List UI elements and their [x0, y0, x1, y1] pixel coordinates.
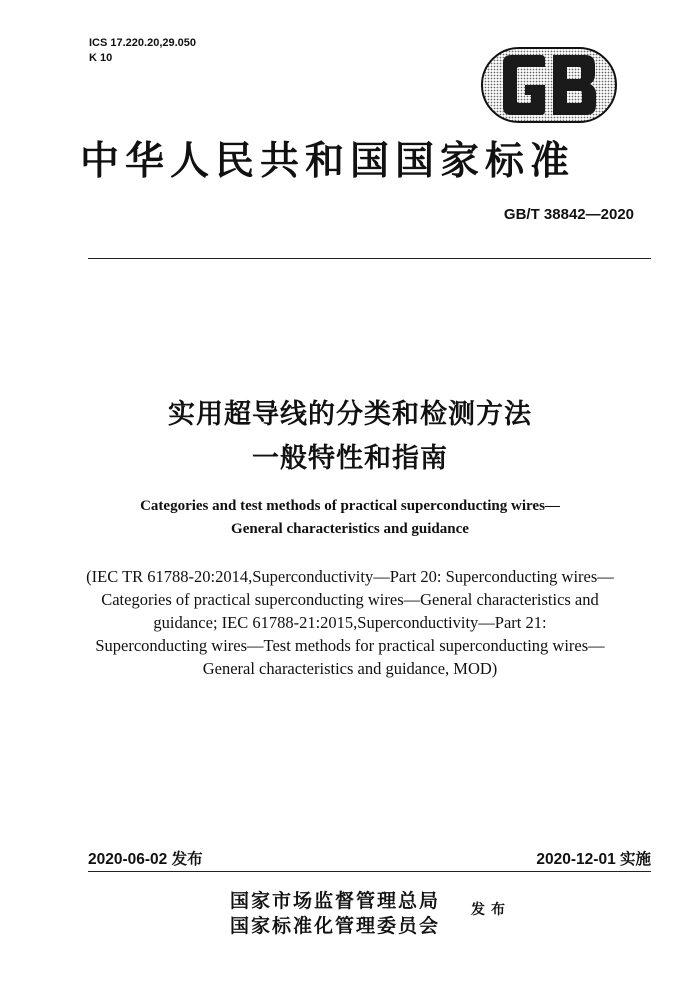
iec-reference-line: guidance; IEC 61788-21:2015,Superconductivity—Part 21: — [153, 613, 547, 632]
iec-reference-line: General characteristics and guidance, MOD) — [202, 659, 498, 678]
release-date: 2020-06-02 发布 — [88, 851, 203, 868]
document-title-cn-line2: 一般特性和指南 — [252, 443, 448, 474]
iec-reference-line: Categories of practical superconducting wires—General characteristics and — [101, 590, 599, 609]
date-divider — [88, 871, 651, 872]
document-title-cn-line1: 实用超导线的分类和检测方法 — [168, 399, 532, 430]
ics-code: ICS 17.220.20,29.050 — [89, 37, 197, 49]
issue-label: 发布 — [471, 902, 511, 918]
ccs-code: K 10 — [89, 52, 113, 64]
national-standard-title: 中华人民共和国国家标准 — [80, 138, 576, 184]
document-title-en-line2: General characteristics and guidance — [231, 521, 469, 537]
standard-code: GB/T 38842—2020 — [503, 206, 634, 223]
publisher-line1: 国家市场监督管理总局 — [230, 890, 441, 912]
header-divider — [88, 258, 651, 259]
implementation-date: 2020-12-01 实施 — [536, 851, 651, 868]
iec-reference-line: (IEC TR 61788-20:2014,Superconductivity—Part 20: Superconducting wires— — [86, 567, 614, 586]
publisher-line2: 国家标准化管理委员会 — [230, 915, 441, 937]
classification-block — [89, 36, 196, 66]
document-title-en-line1: Categories and test methods of practical superconducting wires— — [140, 498, 560, 514]
iec-reference-line: Superconducting wires—Test methods for practical superconducting wires— — [95, 636, 605, 655]
gb-logo — [481, 47, 617, 123]
